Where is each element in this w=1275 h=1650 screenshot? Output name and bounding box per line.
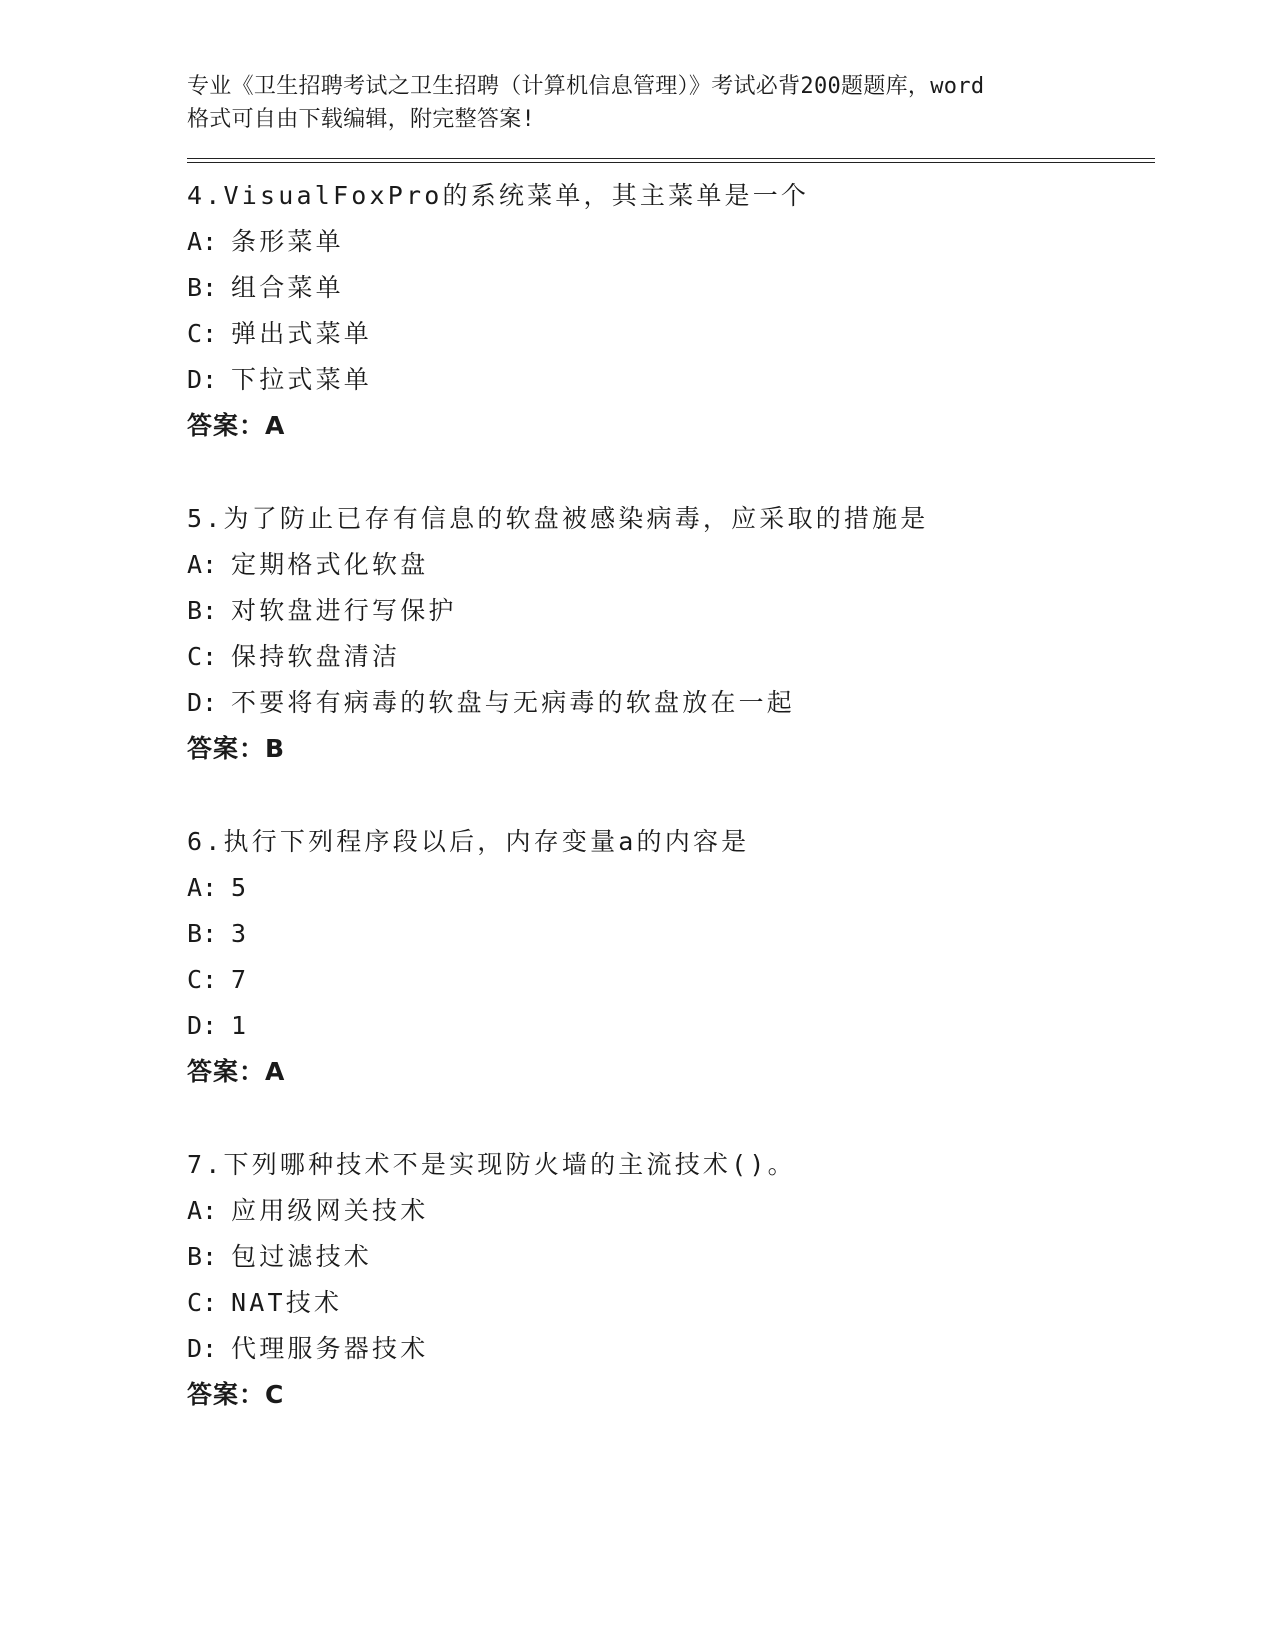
answer-line: 答案：A (187, 1057, 286, 1086)
option-d (187, 680, 1157, 726)
question-block (187, 496, 1157, 772)
answer-line: 答案：C (187, 1380, 285, 1409)
option-letter: D: (187, 1334, 218, 1363)
option-letter: B: (187, 596, 218, 625)
option-letter: C: (187, 642, 218, 671)
option-c (187, 1280, 1157, 1326)
option-letter: A: (187, 1196, 218, 1225)
option-letter: C: (187, 319, 218, 348)
option-c (187, 311, 1157, 357)
answer-line: 答案：B (187, 734, 286, 763)
option-text: 3 (231, 919, 250, 948)
option-letter: A: (187, 227, 218, 256)
option-letter: A: (187, 550, 218, 579)
option-b (187, 1234, 1157, 1280)
option-letter: B: (187, 919, 218, 948)
option-letter: A: (187, 873, 218, 902)
option-letter: B: (187, 1242, 218, 1271)
option-text: 下拉式菜单 (231, 365, 373, 394)
question-block (187, 173, 1157, 449)
header-divider (187, 158, 1155, 163)
option-b (187, 588, 1157, 634)
question-text: 5.为了防止已存有信息的软盘被感染病毒，应采取的措施是 (187, 504, 929, 533)
option-b (187, 911, 1157, 957)
option-c (187, 634, 1157, 680)
option-c (187, 957, 1157, 1003)
question-block (187, 1142, 1157, 1418)
header-title-line-2: 格式可自由下载编辑，附完整答案! (187, 107, 536, 132)
option-text: 弹出式菜单 (231, 319, 373, 348)
question-block (187, 819, 1157, 1095)
answer-line: 答案：A (187, 411, 286, 440)
option-letter: B: (187, 273, 218, 302)
option-letter: D: (187, 688, 218, 717)
option-text: 应用级网关技术 (231, 1196, 429, 1225)
option-text: 条形菜单 (231, 227, 344, 256)
option-text: 不要将有病毒的软盘与无病毒的软盘放在一起 (231, 688, 796, 717)
option-text: 保持软盘清洁 (231, 642, 401, 671)
option-text: 组合菜单 (231, 273, 344, 302)
option-a (187, 219, 1157, 265)
option-a (187, 1188, 1157, 1234)
option-text: 1 (231, 1011, 250, 1040)
option-letter: D: (187, 1011, 218, 1040)
header-title-line-1: 专业《卫生招聘考试之卫生招聘（计算机信息管理）》考试必背200题题库，word (187, 74, 985, 99)
option-text: 7 (231, 965, 250, 994)
option-text: 定期格式化软盘 (231, 550, 429, 579)
option-text: 对软盘进行写保护 (231, 596, 457, 625)
option-text: 代理服务器技术 (231, 1334, 429, 1363)
option-d (187, 1003, 1157, 1049)
option-d (187, 1326, 1157, 1372)
option-letter: C: (187, 1288, 218, 1317)
option-letter: C: (187, 965, 218, 994)
option-text: 5 (231, 873, 250, 902)
question-text: 4.VisualFoxPro的系统菜单，其主菜单是一个 (187, 181, 810, 210)
document-page (187, 70, 1157, 1418)
option-text: NAT技术 (231, 1288, 343, 1317)
option-a (187, 865, 1157, 911)
document-header (187, 70, 1087, 136)
option-d (187, 357, 1157, 403)
option-a (187, 542, 1157, 588)
option-letter: D: (187, 365, 218, 394)
option-b (187, 265, 1157, 311)
option-text: 包过滤技术 (231, 1242, 373, 1271)
question-text: 6.执行下列程序段以后，内存变量a的内容是 (187, 827, 750, 856)
question-text: 7.下列哪种技术不是实现防火墙的主流技术()。 (187, 1150, 796, 1179)
